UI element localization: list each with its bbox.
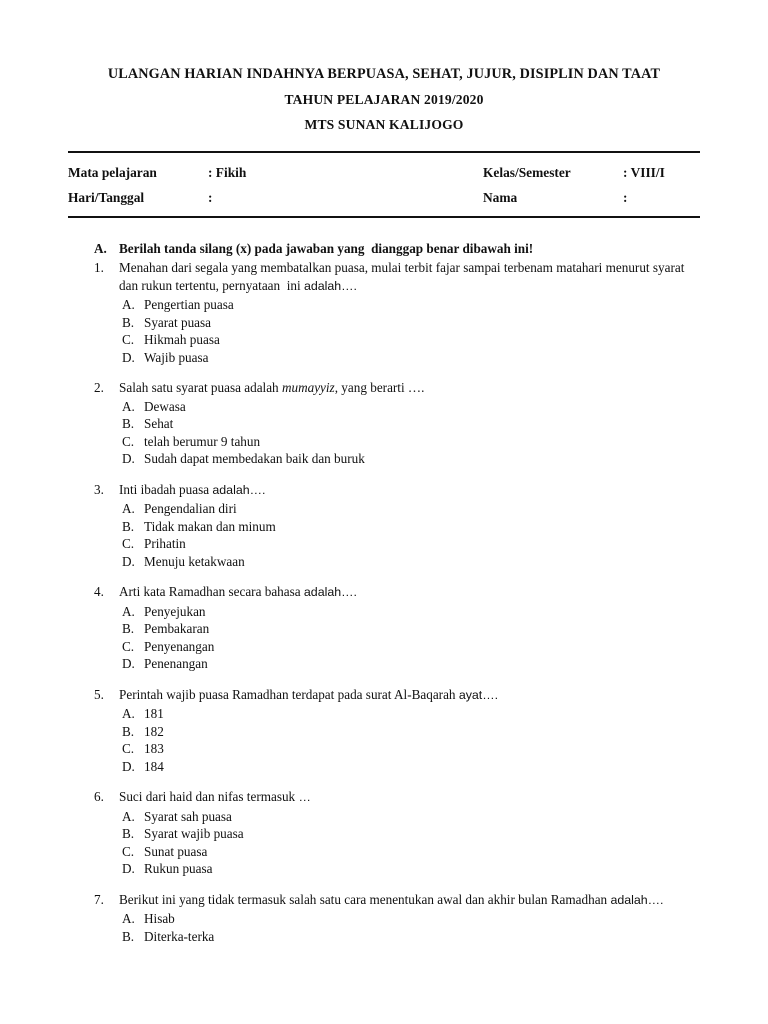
question-block — [94, 379, 700, 468]
option-letter: B. — [122, 518, 135, 534]
identity-label-name: Nama — [483, 190, 518, 205]
question-number: 7. — [94, 891, 104, 907]
question-head — [94, 686, 700, 705]
option-letter: A. — [122, 603, 135, 619]
option-letter: C. — [122, 741, 135, 756]
question-text-main: Salah satu syarat puasa adalah — [119, 380, 282, 395]
identity-cell-subject — [68, 160, 483, 185]
question-text-tail: ayat…. — [458, 687, 499, 702]
identity-row — [68, 185, 700, 210]
question-text-main: Inti ibadah puasa — [119, 481, 213, 497]
option-text: Diterka-terka — [144, 928, 215, 944]
identity-label-subject: Mata pelajaran — [68, 165, 157, 180]
option-letter: C. — [122, 433, 135, 449]
option-row[interactable] — [122, 553, 700, 571]
questions-list — [68, 259, 700, 945]
option-text: Syarat sah puasa — [144, 808, 232, 824]
option-text: Sunat puasa — [144, 843, 208, 859]
option-text: 182 — [144, 723, 164, 739]
option-text: Rukun puasa — [144, 861, 213, 876]
option-text: Menuju ketakwaan — [144, 553, 245, 569]
question-text-tail: adalah…. — [303, 585, 357, 599]
option-row[interactable] — [122, 808, 700, 826]
option-row[interactable] — [122, 500, 700, 518]
title-line-1: ULANGAN HARIAN INDAHNYA BERPUASA, SEHAT, JUJUR, DISIPLIN DAN TAAT — [107, 66, 661, 82]
option-row[interactable] — [122, 843, 700, 861]
option-text: Pembakaran — [144, 621, 210, 636]
option-letter: D. — [122, 656, 135, 671]
question-text — [119, 583, 700, 602]
question-text-tail: adalah…. — [212, 482, 266, 497]
question-number: 1. — [94, 260, 104, 275]
option-letter: D. — [122, 349, 135, 365]
option-text: Tidak makan dan minum — [144, 518, 276, 534]
question-text-main: Perintah wajib puasa Ramadhan terdapat pada surat Al-Baqarah — [119, 686, 459, 702]
option-row[interactable] — [122, 433, 700, 451]
option-letter: B. — [122, 826, 135, 841]
question-text — [119, 379, 700, 397]
question-head — [94, 788, 700, 807]
option-letter: B. — [122, 621, 135, 636]
question-head — [94, 583, 700, 602]
document-title-block — [0, 62, 768, 137]
option-row[interactable] — [122, 450, 700, 468]
question-number: 4. — [94, 584, 104, 599]
question-block — [94, 481, 700, 571]
option-row[interactable] — [122, 825, 700, 843]
option-list — [122, 398, 700, 468]
option-row[interactable] — [122, 620, 700, 638]
option-list — [122, 808, 700, 878]
option-text: Syarat wajib puasa — [144, 826, 244, 841]
option-letter: B. — [122, 723, 135, 739]
option-row[interactable] — [122, 296, 700, 314]
option-text: Syarat puasa — [144, 314, 212, 330]
option-text: Pengendalian diri — [144, 501, 237, 516]
option-row[interactable] — [122, 535, 700, 553]
option-letter: C. — [122, 332, 135, 347]
option-letter: D. — [122, 451, 135, 466]
option-text: Penyejukan — [144, 603, 206, 619]
option-letter: D. — [122, 758, 135, 774]
identity-value-date: : — [208, 190, 213, 205]
question-text-main: Menahan dari segala yang membatalkan puasa, mulai terbit fajar sampai terbenam matahari menurut syarat dan rukun tertentu, pernyataan ini — [119, 260, 688, 293]
option-row[interactable] — [122, 860, 700, 878]
question-text — [119, 481, 700, 500]
question-text — [119, 788, 700, 807]
question-text-emphasis: mumayyiz — [281, 380, 335, 395]
option-text: 183 — [144, 741, 164, 756]
question-head — [94, 481, 700, 500]
identity-label-date: Hari/Tanggal — [68, 190, 145, 205]
question-head — [94, 891, 700, 910]
option-letter: A. — [122, 501, 135, 516]
option-text: Prihatin — [144, 536, 186, 551]
identity-header — [68, 151, 700, 218]
option-letter: B. — [122, 416, 135, 431]
option-list — [122, 603, 700, 673]
option-text: Penenangan — [144, 656, 208, 671]
question-block — [94, 686, 700, 776]
option-letter: D. — [122, 861, 135, 876]
option-letter: A. — [122, 398, 135, 414]
option-letter: A. — [122, 911, 135, 926]
identity-cell-class — [483, 160, 700, 185]
option-letter: B. — [122, 314, 135, 330]
question-head — [94, 259, 700, 295]
option-row[interactable] — [122, 705, 700, 723]
option-row[interactable] — [122, 331, 700, 349]
question-text — [119, 259, 700, 295]
option-row[interactable] — [122, 740, 700, 758]
option-row[interactable] — [122, 314, 700, 332]
option-text: Hikmah puasa — [144, 332, 220, 347]
option-text: Dewasa — [144, 398, 186, 414]
option-text: Sehat — [144, 416, 174, 431]
option-text: Wajib puasa — [144, 349, 209, 365]
option-text: 184 — [144, 758, 164, 774]
identity-label-class: Kelas/Semester — [483, 165, 571, 180]
option-text: Sudah dapat membedakan baik dan buruk — [144, 451, 365, 466]
option-row[interactable] — [122, 415, 700, 433]
question-number: 2. — [94, 380, 104, 395]
question-text — [119, 891, 700, 910]
question-text-main: Suci dari haid dan nifas termasuk — [119, 789, 299, 804]
identity-row — [68, 160, 700, 185]
section-instruction — [94, 240, 700, 258]
option-row[interactable] — [122, 638, 700, 656]
question-number: 5. — [94, 686, 104, 702]
question-block — [94, 259, 700, 366]
option-list — [122, 296, 700, 366]
question-head — [94, 379, 700, 397]
option-letter: A. — [122, 297, 135, 312]
question-text — [119, 686, 700, 705]
question-text-main: Berikut ini yang tidak termasuk salah satu cara menentukan awal dan akhir bulan Ramadhan — [119, 891, 611, 907]
identity-value-class: : VIII/I — [623, 165, 665, 180]
question-text-tail: adalah…. — [610, 892, 664, 907]
option-text: telah berumur 9 tahun — [144, 433, 261, 449]
section-instruction-text: Berilah tanda silang (x) pada jawaban yang dianggap benar dibawah ini! — [119, 241, 534, 256]
option-row[interactable] — [122, 758, 700, 776]
section-marker: A. — [94, 241, 107, 256]
identity-cell-name — [483, 185, 700, 210]
identity-value-name: : — [623, 190, 628, 205]
option-list — [122, 705, 700, 775]
option-letter: C. — [122, 536, 135, 551]
option-letter: C. — [122, 843, 135, 859]
question-number: 6. — [94, 789, 104, 804]
option-list — [122, 500, 700, 570]
question-number: 3. — [94, 481, 104, 497]
question-text-tail: … — [298, 790, 311, 804]
exam-body — [68, 240, 700, 945]
option-row[interactable] — [122, 910, 700, 928]
question-text-tail: adalah…. — [303, 278, 357, 293]
title-line-2: TAHUN PELAJARAN 2019/2020 — [284, 92, 484, 107]
option-letter: A. — [122, 706, 135, 721]
option-row[interactable] — [122, 603, 700, 621]
question-block — [94, 788, 700, 878]
question-block — [94, 891, 700, 946]
option-row[interactable] — [122, 398, 700, 416]
question-text-main: Arti kata Ramadhan secara bahasa — [119, 584, 304, 599]
title-line-3: MTS SUNAN KALIJOGO — [304, 117, 464, 132]
option-letter: B. — [122, 928, 135, 944]
option-row[interactable] — [122, 349, 700, 367]
option-letter: D. — [122, 553, 135, 569]
option-letter: A. — [122, 808, 135, 824]
option-text: 181 — [144, 706, 164, 721]
option-row[interactable] — [122, 723, 700, 741]
identity-cell-date — [68, 185, 483, 210]
question-block — [94, 583, 700, 673]
option-row[interactable] — [122, 928, 700, 946]
question-text-tail: , yang berarti …. — [334, 380, 425, 395]
option-text: Pengertian puasa — [144, 297, 234, 312]
option-letter: C. — [122, 638, 135, 654]
identity-value-subject: : Fikih — [208, 165, 247, 180]
option-row[interactable] — [122, 655, 700, 673]
option-text: Hisab — [144, 911, 175, 926]
option-text: Penyenangan — [144, 638, 215, 654]
option-list — [122, 910, 700, 945]
option-row[interactable] — [122, 518, 700, 536]
